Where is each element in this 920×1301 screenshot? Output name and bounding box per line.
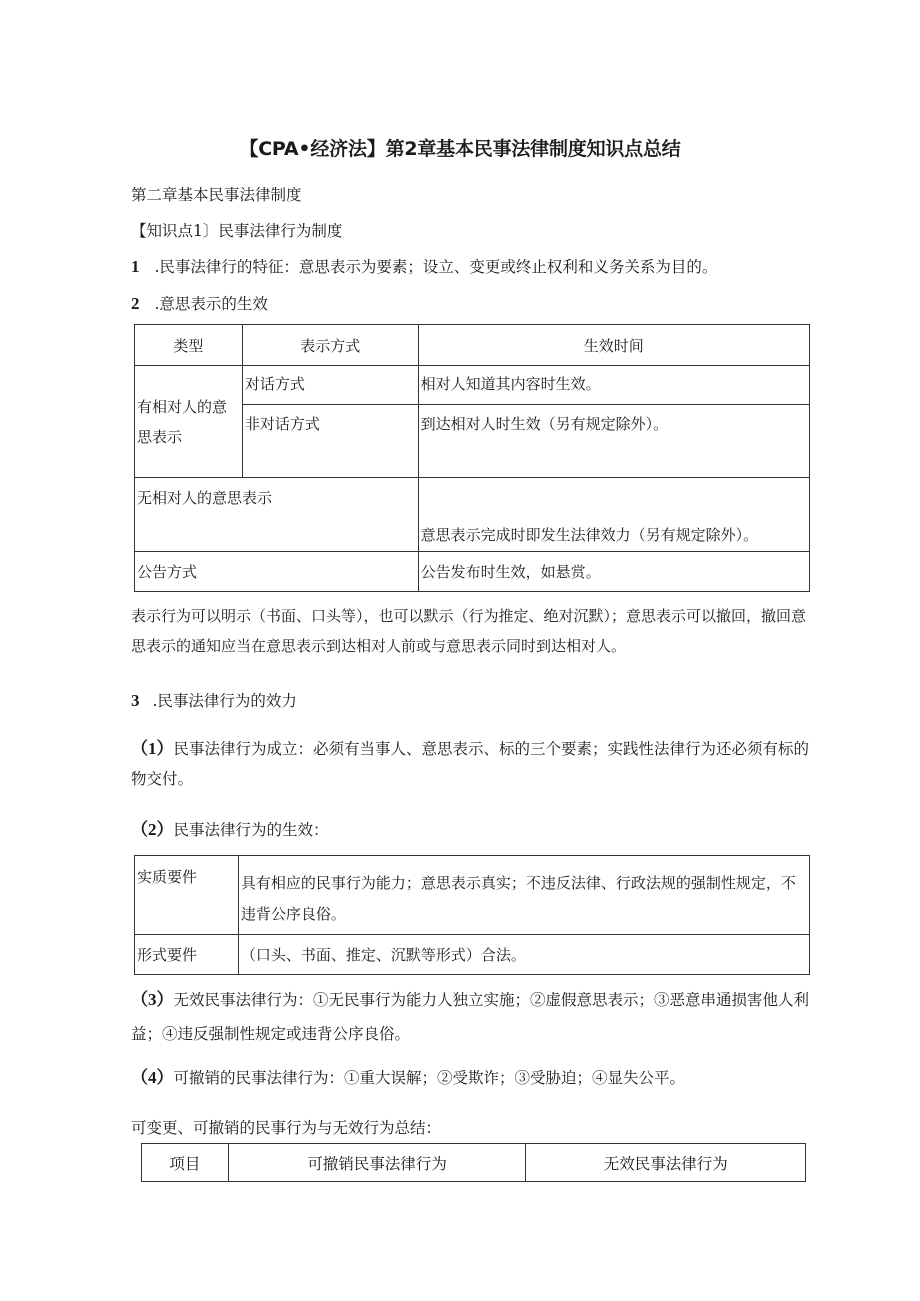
item-3-number: 3 — [131, 691, 140, 710]
cell-type-relative — [135, 366, 243, 478]
summary-header-void: 无效民事法律行为 — [526, 1144, 806, 1182]
sub-3 — [131, 983, 811, 1051]
sub-1 — [131, 734, 811, 794]
sub-2 — [131, 815, 329, 840]
effect-table — [134, 324, 810, 592]
table-row — [135, 935, 810, 975]
table-row — [135, 478, 810, 552]
summary-table — [141, 1143, 806, 1182]
summary-table-header — [142, 1144, 806, 1182]
cell-time-dialogue-text: 相对人知道其内容时生效。 — [420, 375, 601, 393]
cell-formal-text-content: （口头、书面、推定、沉默等形式）合法。 — [240, 946, 526, 964]
item-1-text: .民事法律行的特征：意思表示为要素；设立、变更或终止权利和义务关系为目的。 — [154, 258, 718, 276]
cell-way-dialogue-text: 对话方式 — [244, 375, 305, 393]
cell-way-dialogue — [242, 366, 418, 405]
header-way: 表示方式 — [242, 325, 418, 366]
cell-time-announcement-text: 公告发布时生效，如悬赏。 — [420, 563, 601, 581]
item-2 — [131, 292, 268, 314]
sub-2-number: （2） — [131, 820, 174, 839]
sub-3-text: 无效民事法律行为：①无民事行为能力人独立实施；②虚假意思表示；③恶意串通损害他人利益；④违反强制性规定或违背公序良俗。 — [131, 991, 810, 1043]
table-row — [135, 552, 810, 592]
sub-2-text: 民事法律行为的生效： — [173, 821, 329, 839]
item-2-number: 2 — [131, 294, 140, 313]
sub-1-text: 民事法律行为成立：必须有当事人、意思表示、标的三个要素；实践性法律行为还必须有标的物交付。 — [131, 740, 810, 788]
cell-substantive-text — [238, 856, 809, 935]
cell-substantive-label — [135, 856, 239, 935]
sub-4-number: （4） — [131, 1068, 174, 1087]
cell-substantive-text-content: 具有相应的民事行为能力；意思表示真实；不违反法律、行政法规的强制性规定，不违背公序良俗。 — [240, 874, 796, 923]
sub-3-number: （3） — [131, 990, 174, 1009]
cell-way-nondialogue-text: 非对话方式 — [244, 415, 320, 433]
cell-type-announcement — [135, 552, 419, 592]
item-1 — [131, 255, 717, 277]
header-type: 类型 — [135, 325, 243, 366]
expression-paragraph: 表示行为可以明示（书面、口头等），也可以默示（行为推定、绝对沉默）；意思表示可以撤回，撤回意思表示的通知应当在意思表示到达相对人前或与意思表示同时到达相对人。 — [131, 607, 807, 655]
table-row — [135, 366, 810, 405]
summary-header-revocable: 可撤销民事法律行为 — [228, 1144, 526, 1182]
cell-formal-text — [238, 935, 809, 975]
cell-time-announcement — [418, 552, 809, 592]
chapter-heading: 第二章基本民事法律制度 — [131, 186, 302, 204]
cell-substantive-label-text: 实质要件 — [137, 868, 198, 886]
cell-formal-label-text: 形式要件 — [137, 946, 198, 964]
cell-type-nonrelative-text: 无相对人的意思表示 — [137, 489, 273, 507]
cell-time-nonrelative — [418, 478, 809, 552]
cell-type-announcement-text: 公告方式 — [137, 563, 198, 581]
effect-table-header — [135, 325, 810, 366]
cell-way-nondialogue — [242, 405, 418, 478]
page-title: 【CPA•经济法】第2章基本民事法律制度知识点总结 — [239, 138, 681, 160]
item-3 — [131, 689, 297, 711]
knowledge-point-heading: 【知识点1〕民事法律行为制度 — [131, 222, 343, 240]
validity-table — [134, 855, 810, 975]
header-time: 生效时间 — [418, 325, 809, 366]
summary-header-item: 项目 — [142, 1144, 229, 1182]
table-row — [135, 856, 810, 935]
cell-type-nonrelative — [135, 478, 419, 552]
item-1-number: 1 — [131, 257, 140, 276]
cell-time-nondialogue-text: 到达相对人时生效（另有规定除外）。 — [420, 415, 669, 433]
sub-4-text: 可撤销的民事法律行为：①重大误解；②受欺诈；③受胁迫；④显失公平。 — [173, 1069, 686, 1087]
item-3-text: .民事法律行为的效力 — [152, 692, 297, 710]
sub-4 — [131, 1063, 685, 1088]
sub-1-number: （1） — [131, 739, 174, 758]
cell-formal-label — [135, 935, 239, 975]
cell-time-dialogue — [418, 366, 809, 405]
cell-time-nonrelative-text: 意思表示完成时即发生法律效力（另有规定除外）。 — [420, 526, 759, 544]
item-2-text: .意思表示的生效 — [154, 295, 268, 313]
summary-intro: 可变更、可撤销的民事行为与无效行为总结： — [131, 1119, 442, 1137]
cell-type-relative-text: 有相对人的意思表示 — [137, 397, 228, 446]
cell-time-nondialogue — [418, 405, 809, 478]
